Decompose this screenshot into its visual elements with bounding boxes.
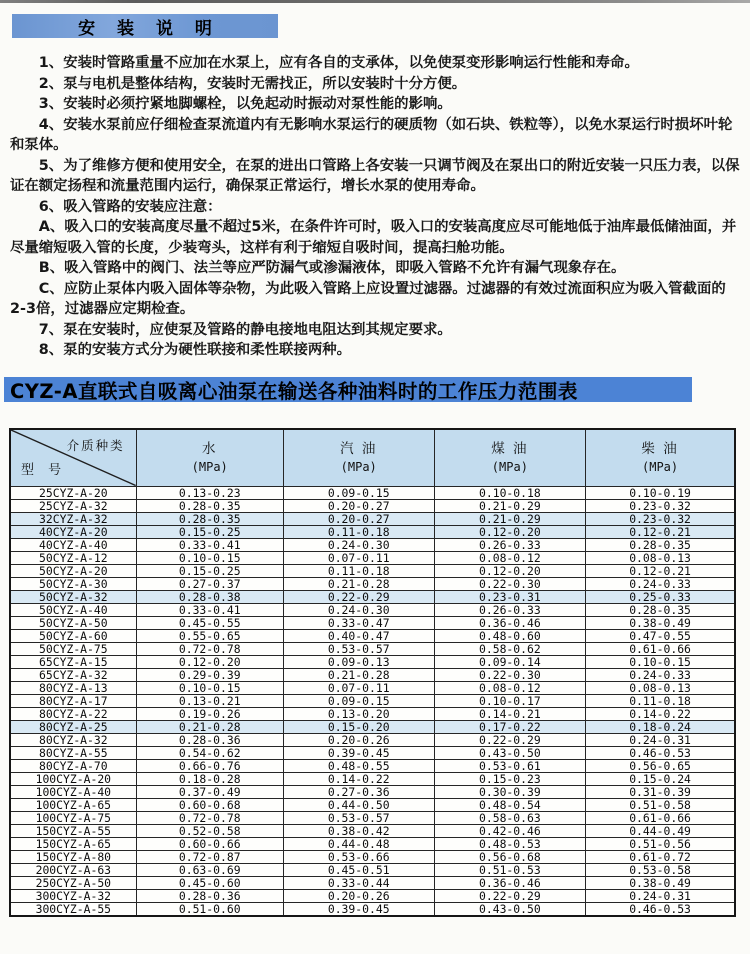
model-cell: 25CYZ-A-32 (10, 499, 136, 512)
value-cell: 0.08-0.12 (434, 551, 586, 564)
value-cell: 0.15-0.20 (283, 720, 434, 733)
value-cell: 0.33-0.44 (283, 876, 434, 889)
value-cell: 0.08-0.13 (586, 551, 735, 564)
value-cell: 0.53-0.58 (586, 863, 735, 876)
value-cell: 0.51-0.60 (136, 902, 283, 916)
table-row (10, 798, 735, 811)
table-row (10, 889, 735, 902)
table-row (10, 902, 735, 916)
corner-header-cell (10, 429, 136, 486)
value-cell: 0.15-0.23 (434, 772, 586, 785)
value-cell: 0.09-0.15 (283, 486, 434, 499)
table-row (10, 642, 735, 655)
value-cell: 0.19-0.26 (136, 707, 283, 720)
value-cell: 0.20-0.26 (283, 889, 434, 902)
table-row (10, 629, 735, 642)
model-cell: 100CYZ-A-20 (10, 772, 136, 785)
table-row (10, 590, 735, 603)
model-cell: 200CYZ-A-63 (10, 863, 136, 876)
instruction-item: 6、吸入管路的安装应注意： (38, 198, 222, 215)
instruction-item: 5、为了维修方便和使用安全，在泵的进出口管路上各安装一只调节阀及在泵出口的附近安装一只压力表，以保证在额定扬程和流量范围内运行，确保泵正常运行，增长水泵的使用寿命。 (10, 157, 740, 194)
pressure-table-body (10, 486, 735, 916)
value-cell: 0.10-0.18 (434, 486, 586, 499)
model-cell: 80CYZ-A-13 (10, 681, 136, 694)
value-cell: 0.61-0.66 (586, 642, 735, 655)
value-cell: 0.12-0.21 (586, 525, 735, 538)
value-cell: 0.39-0.45 (283, 746, 434, 759)
table-row (10, 655, 735, 668)
value-cell: 0.45-0.51 (283, 863, 434, 876)
instruction-item: 8、泵的安装方式分为硬性联接和柔性联接两种。 (38, 342, 352, 358)
value-cell: 0.20-0.27 (283, 499, 434, 512)
value-cell: 0.14-0.21 (434, 707, 586, 720)
value-cell: 0.11-0.18 (283, 525, 434, 538)
value-cell: 0.46-0.53 (586, 746, 735, 759)
value-cell: 0.48-0.53 (434, 837, 586, 850)
model-cell: 80CYZ-A-70 (10, 759, 136, 772)
value-cell: 0.36-0.46 (434, 876, 586, 889)
value-cell: 0.48-0.54 (434, 798, 586, 811)
model-cell: 25CYZ-A-20 (10, 486, 136, 499)
value-cell: 0.54-0.62 (136, 746, 283, 759)
value-cell: 0.42-0.46 (434, 824, 586, 837)
value-cell: 0.53-0.57 (283, 642, 434, 655)
table-row (10, 811, 735, 824)
table-row (10, 486, 735, 499)
value-cell: 0.10-0.17 (434, 694, 586, 707)
pressure-table-header (10, 429, 735, 486)
instruction-item: 2、泵与电机是整体结构，安装时无需找正，所以安装时十分方便。 (38, 75, 467, 92)
value-cell: 0.18-0.28 (136, 772, 283, 785)
table-row (10, 577, 735, 590)
value-cell: 0.39-0.45 (283, 902, 434, 916)
instruction-item: 4、安装水泵前应仔细检查泵流道内有无影响水泵运行的硬质物（如石块、铁粒等），以免水泵运行时损坏叶轮和泵体。 (10, 116, 733, 153)
section-title: 安 装 说 明 (78, 18, 220, 39)
instructions-list (10, 53, 741, 361)
table-row (10, 499, 735, 512)
value-cell: 0.51-0.56 (586, 837, 735, 850)
column-label: 汽 油 (340, 441, 378, 458)
model-cell: 80CYZ-A-25 (10, 720, 136, 733)
value-cell: 0.37-0.49 (136, 785, 283, 798)
model-cell: 40CYZ-A-20 (10, 525, 136, 538)
value-cell: 0.21-0.29 (434, 499, 586, 512)
value-cell: 0.26-0.33 (434, 603, 586, 616)
value-cell: 0.44-0.48 (283, 837, 434, 850)
value-cell: 0.22-0.30 (434, 668, 586, 681)
value-cell: 0.24-0.30 (283, 603, 434, 616)
table-row (10, 668, 735, 681)
column-label: 柴 油 (641, 441, 679, 458)
value-cell: 0.33-0.41 (136, 538, 283, 551)
value-cell: 0.66-0.76 (136, 759, 283, 772)
value-cell: 0.27-0.37 (136, 577, 283, 590)
value-cell: 0.28-0.35 (586, 603, 735, 616)
value-cell: 0.45-0.55 (136, 616, 283, 629)
value-cell: 0.38-0.49 (586, 616, 735, 629)
value-cell: 0.72-0.78 (136, 811, 283, 824)
value-cell: 0.12-0.20 (434, 525, 586, 538)
value-cell: 0.21-0.29 (434, 512, 586, 525)
value-cell: 0.15-0.24 (586, 772, 735, 785)
page-top-rule (0, 0, 750, 3)
instruction-item: 3、安装时必须拧紧地脚螺栓，以免起动时振动对泵性能的影响。 (38, 96, 452, 112)
value-cell: 0.60-0.68 (136, 798, 283, 811)
table-row (10, 759, 735, 772)
value-cell: 0.48-0.60 (434, 629, 586, 642)
value-cell: 0.10-0.15 (136, 681, 283, 694)
instruction-item: 7、泵在安装时，应使泵及管路的静电接地电阻达到其规定要求。 (38, 321, 452, 338)
value-cell: 0.44-0.50 (283, 798, 434, 811)
value-cell: 0.72-0.78 (136, 642, 283, 655)
instruction-item: C、应防止泵体内吸入固体等杂物，为此吸入管路上应设置过滤器。过滤器的有效过流面积应为吸入管截面的2-3倍，过滤器应定期检查。 (10, 280, 726, 317)
value-cell: 0.25-0.33 (586, 590, 735, 603)
value-cell: 0.61-0.72 (586, 850, 735, 863)
table-row (10, 863, 735, 876)
value-cell: 0.45-0.60 (136, 876, 283, 889)
table-row (10, 551, 735, 564)
table-row (10, 772, 735, 785)
model-cell: 65CYZ-A-15 (10, 655, 136, 668)
value-cell: 0.22-0.29 (283, 590, 434, 603)
value-cell: 0.15-0.25 (136, 525, 283, 538)
value-cell: 0.13-0.21 (136, 694, 283, 707)
value-cell: 0.13-0.20 (283, 707, 434, 720)
value-cell: 0.22-0.30 (434, 577, 586, 590)
value-cell: 0.63-0.69 (136, 863, 283, 876)
value-cell: 0.07-0.11 (283, 681, 434, 694)
model-cell: 300CYZ-A-32 (10, 889, 136, 902)
value-cell: 0.28-0.35 (586, 538, 735, 551)
corner-model-label: 型 号 (21, 462, 67, 478)
value-cell: 0.56-0.68 (434, 850, 586, 863)
model-cell: 150CYZ-A-80 (10, 850, 136, 863)
model-cell: 50CYZ-A-20 (10, 564, 136, 577)
table-row (10, 785, 735, 798)
table-row (10, 538, 735, 551)
value-cell: 0.10-0.15 (136, 551, 283, 564)
value-cell: 0.07-0.11 (283, 551, 434, 564)
table-row (10, 824, 735, 837)
value-cell: 0.29-0.39 (136, 668, 283, 681)
column-label: 水 (201, 441, 218, 458)
model-cell: 100CYZ-A-75 (10, 811, 136, 824)
model-cell: 150CYZ-A-65 (10, 837, 136, 850)
value-cell: 0.72-0.87 (136, 850, 283, 863)
table-row (10, 616, 735, 629)
value-cell: 0.17-0.22 (434, 720, 586, 733)
value-cell: 0.09-0.15 (283, 694, 434, 707)
value-cell: 0.20-0.27 (283, 512, 434, 525)
value-cell: 0.24-0.30 (283, 538, 434, 551)
pressure-table (9, 428, 736, 917)
value-cell: 0.20-0.26 (283, 733, 434, 746)
value-cell: 0.44-0.49 (586, 824, 735, 837)
value-cell: 0.48-0.55 (283, 759, 434, 772)
value-cell: 0.46-0.53 (586, 902, 735, 916)
column-unit: (MPa) (340, 459, 377, 474)
value-cell: 0.58-0.62 (434, 642, 586, 655)
instruction-item: A、吸入口的安装高度尽量不超过5米，在条件许可时，吸入口的安装高度应尽可能地低于油库最低储油面，并尽量缩短吸入管的长度，少装弯头，这样有利于缩短自吸时间，提高扫舱功能。 (10, 219, 737, 256)
column-header-gasoline (283, 429, 434, 486)
value-cell: 0.28-0.38 (136, 590, 283, 603)
value-cell: 0.58-0.63 (434, 811, 586, 824)
value-cell: 0.60-0.66 (136, 837, 283, 850)
value-cell: 0.43-0.50 (434, 746, 586, 759)
value-cell: 0.26-0.33 (434, 538, 586, 551)
table-row (10, 876, 735, 889)
value-cell: 0.18-0.24 (586, 720, 735, 733)
model-cell: 80CYZ-A-32 (10, 733, 136, 746)
model-cell: 50CYZ-A-12 (10, 551, 136, 564)
column-unit: (MPa) (191, 459, 228, 474)
model-cell: 50CYZ-A-32 (10, 590, 136, 603)
value-cell: 0.11-0.18 (586, 694, 735, 707)
value-cell: 0.33-0.41 (136, 603, 283, 616)
value-cell: 0.23-0.32 (586, 499, 735, 512)
model-cell: 100CYZ-A-65 (10, 798, 136, 811)
section-title-bar (12, 14, 278, 38)
value-cell: 0.28-0.35 (136, 499, 283, 512)
value-cell: 0.53-0.57 (283, 811, 434, 824)
value-cell: 0.09-0.13 (283, 655, 434, 668)
value-cell: 0.28-0.36 (136, 733, 283, 746)
value-cell: 0.53-0.61 (434, 759, 586, 772)
table-row (10, 512, 735, 525)
table-row (10, 850, 735, 863)
value-cell: 0.21-0.28 (283, 668, 434, 681)
value-cell: 0.12-0.20 (136, 655, 283, 668)
column-header-kerosene (434, 429, 586, 486)
value-cell: 0.22-0.29 (434, 733, 586, 746)
value-cell: 0.11-0.18 (283, 564, 434, 577)
model-cell: 50CYZ-A-75 (10, 642, 136, 655)
column-header-water (136, 429, 283, 486)
value-cell: 0.28-0.35 (136, 512, 283, 525)
instruction-item: B、吸入管路中的阀门、法兰等应严防漏气或渗漏液体，即吸入管路不允许有漏气现象存在。 (38, 260, 626, 276)
value-cell: 0.33-0.47 (283, 616, 434, 629)
value-cell: 0.51-0.58 (586, 798, 735, 811)
value-cell: 0.23-0.31 (434, 590, 586, 603)
value-cell: 0.27-0.36 (283, 785, 434, 798)
value-cell: 0.10-0.19 (586, 486, 735, 499)
table-row (10, 733, 735, 746)
table-row (10, 681, 735, 694)
value-cell: 0.21-0.28 (283, 577, 434, 590)
model-cell: 50CYZ-A-50 (10, 616, 136, 629)
value-cell: 0.40-0.47 (283, 629, 434, 642)
model-cell: 50CYZ-A-30 (10, 577, 136, 590)
value-cell: 0.24-0.33 (586, 668, 735, 681)
value-cell: 0.14-0.22 (586, 707, 735, 720)
value-cell: 0.10-0.15 (586, 655, 735, 668)
value-cell: 0.47-0.55 (586, 629, 735, 642)
value-cell: 0.38-0.42 (283, 824, 434, 837)
model-cell: 80CYZ-A-55 (10, 746, 136, 759)
value-cell: 0.61-0.66 (586, 811, 735, 824)
table-title-banner (4, 377, 692, 402)
value-cell: 0.14-0.22 (283, 772, 434, 785)
table-row (10, 707, 735, 720)
model-cell: 100CYZ-A-40 (10, 785, 136, 798)
value-cell: 0.38-0.49 (586, 876, 735, 889)
table-row (10, 525, 735, 538)
table-title: CYZ-A直联式自吸离心油泵在输送各种油料时的工作压力范围表 (10, 379, 578, 403)
value-cell: 0.36-0.46 (434, 616, 586, 629)
column-unit: (MPa) (491, 459, 528, 474)
model-cell: 250CYZ-A-50 (10, 876, 136, 889)
model-cell: 50CYZ-A-40 (10, 603, 136, 616)
value-cell: 0.22-0.29 (434, 889, 586, 902)
value-cell: 0.21-0.28 (136, 720, 283, 733)
value-cell: 0.52-0.58 (136, 824, 283, 837)
value-cell: 0.09-0.14 (434, 655, 586, 668)
value-cell: 0.24-0.31 (586, 889, 735, 902)
value-cell: 0.30-0.39 (434, 785, 586, 798)
value-cell: 0.23-0.32 (586, 512, 735, 525)
model-cell: 50CYZ-A-60 (10, 629, 136, 642)
value-cell: 0.51-0.53 (434, 863, 586, 876)
table-row (10, 746, 735, 759)
table-row (10, 603, 735, 616)
value-cell: 0.55-0.65 (136, 629, 283, 642)
value-cell: 0.15-0.25 (136, 564, 283, 577)
value-cell: 0.53-0.66 (283, 850, 434, 863)
table-row (10, 720, 735, 733)
model-cell: 40CYZ-A-40 (10, 538, 136, 551)
value-cell: 0.08-0.12 (434, 681, 586, 694)
model-cell: 65CYZ-A-32 (10, 668, 136, 681)
column-unit: (MPa) (642, 459, 679, 474)
instruction-item: 1、安装时管路重量不应加在水泵上，应有各自的支承体，以免使泵变形影响运行性能和寿命。 (38, 55, 639, 71)
value-cell: 0.12-0.21 (586, 564, 735, 577)
model-cell: 150CYZ-A-55 (10, 824, 136, 837)
model-cell: 32CYZ-A-32 (10, 512, 136, 525)
value-cell: 0.31-0.39 (586, 785, 735, 798)
table-row (10, 564, 735, 577)
value-cell: 0.24-0.31 (586, 733, 735, 746)
model-cell: 80CYZ-A-17 (10, 694, 136, 707)
table-row (10, 694, 735, 707)
column-label: 煤 油 (491, 441, 529, 458)
table-row (10, 837, 735, 850)
value-cell: 0.43-0.50 (434, 902, 586, 916)
value-cell: 0.28-0.36 (136, 889, 283, 902)
value-cell: 0.24-0.33 (586, 577, 735, 590)
model-cell: 80CYZ-A-22 (10, 707, 136, 720)
value-cell: 0.13-0.23 (136, 486, 283, 499)
value-cell: 0.56-0.65 (586, 759, 735, 772)
model-cell: 300CYZ-A-55 (10, 902, 136, 916)
value-cell: 0.08-0.13 (586, 681, 735, 694)
value-cell: 0.12-0.20 (434, 564, 586, 577)
column-header-diesel (586, 429, 735, 486)
corner-medium-type-label: 介质种类 (66, 438, 125, 453)
